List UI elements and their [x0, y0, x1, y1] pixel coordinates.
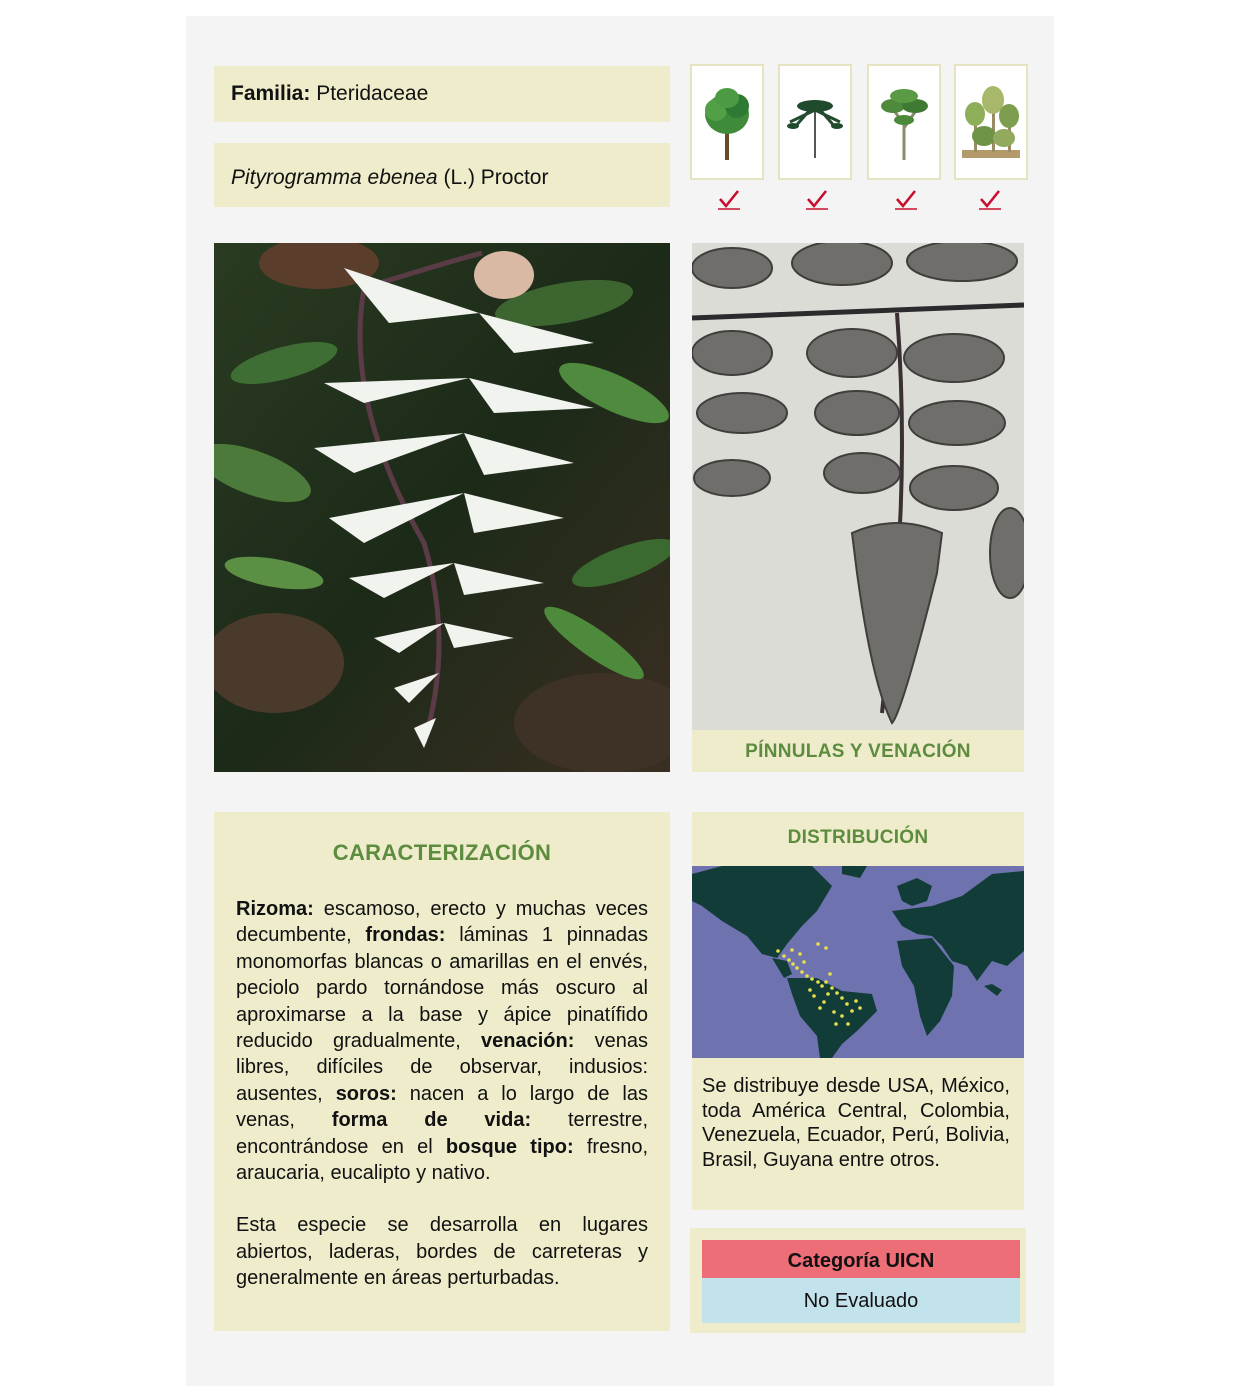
broadleaf-tree-icon — [690, 64, 764, 180]
uicn-value: No Evaluado — [702, 1278, 1020, 1323]
distribution-title: DISTRIBUCIÓN — [787, 827, 929, 848]
distribution-panel — [692, 812, 1024, 1210]
term-forma-de-vida: forma de vida: — [331, 1109, 532, 1132]
term-bosque-tipo: bosque tipo: — [445, 1135, 574, 1158]
desc-forma-de-vida: terrestre, encontrándose en el — [236, 1109, 649, 1158]
desc-soros: nacen a lo largo de las venas, — [236, 1082, 648, 1132]
check-icon — [717, 188, 741, 210]
characterization-title: CARACTERIZACIÓN — [332, 840, 552, 865]
distribution-map — [692, 866, 1024, 1058]
family-box — [214, 66, 670, 122]
detail-caption: PÍNNULAS Y VENACIÓN — [692, 730, 1024, 772]
characterization-text — [236, 896, 648, 1186]
habitat-text: Esta especie se desarrolla en lugares abiertos, laderas, bordes de carreteras y generalmente en áreas perturbadas. — [236, 1214, 648, 1290]
check-icon — [978, 188, 1002, 210]
eucalyptus-tree-icon — [867, 64, 941, 180]
desc-frondas: láminas 1 pinnadas monomorfas blancas o amarillas en el envés, peciolo pardo tornándose más oscuro al aproximarse a la base y ápice pinatífido reducido gradualmente, — [236, 924, 648, 1053]
desc-bosque-tipo: fresno, araucaria, eucalipto y nativo. — [236, 1135, 649, 1185]
family-value: Pteridaceae — [316, 82, 429, 105]
characterization-panel — [214, 812, 670, 1331]
native-forest-icon — [954, 64, 1028, 180]
species-box — [214, 143, 670, 207]
term-rizoma: Rizoma: — [236, 898, 314, 920]
family-label: Familia: — [231, 82, 311, 105]
species-name: Pityrogramma ebenea — [231, 166, 438, 189]
species-author: (L.) Proctor — [443, 166, 549, 189]
uicn-panel — [690, 1228, 1026, 1333]
uicn-label: Categoría UICN — [702, 1240, 1020, 1278]
check-icon — [805, 188, 829, 210]
distribution-text: Se distribuye desde USA, México, toda América Central, Colombia, Venezuela, Ecuador, Perú, Bolivia, Brasil, Guyana entre otros. — [702, 1075, 1010, 1171]
term-venacion: venación: — [481, 1030, 575, 1053]
araucaria-tree-icon — [778, 64, 852, 180]
term-soros: soros: — [335, 1082, 397, 1105]
desc-rizoma: escamoso, erecto y muchas veces decumbente, — [236, 898, 648, 947]
desc-venacion: venas libres, difíciles de observar, indusios: ausentes, — [236, 1030, 648, 1105]
fern-habit-photo — [214, 243, 670, 772]
term-frondas: frondas: — [365, 924, 446, 947]
check-icon — [894, 188, 918, 210]
pinnule-detail-photo — [692, 243, 1024, 730]
